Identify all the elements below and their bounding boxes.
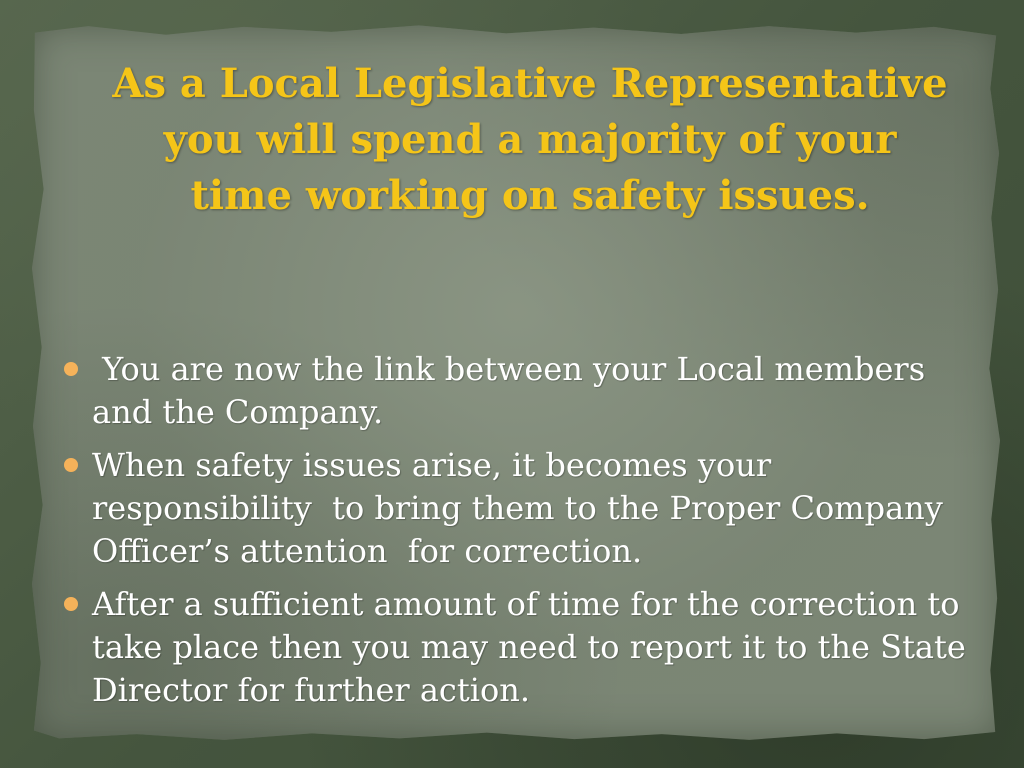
bullet-list xyxy=(60,348,980,722)
bullet-dot-icon xyxy=(64,362,78,376)
bullet-item xyxy=(60,583,980,712)
bullet-item xyxy=(60,348,980,434)
bullet-text: You are now the link between your Local members and the Company. xyxy=(92,350,936,431)
bullet-text: When safety issues arise, it becomes your responsibility to bring them to the Proper Company Officer’s attention for correction. xyxy=(92,446,954,570)
bullet-item xyxy=(60,444,980,573)
bullet-text: After a sufficient amount of time for the correction to take place then you may need to report it to the State Director for further action. xyxy=(92,585,976,709)
slide-title: As a Local Legislative Representative you will spend a majority of your time working on safety issues. xyxy=(112,60,948,219)
bullet-dot-icon xyxy=(64,597,78,611)
bullet-dot-icon xyxy=(64,458,78,472)
